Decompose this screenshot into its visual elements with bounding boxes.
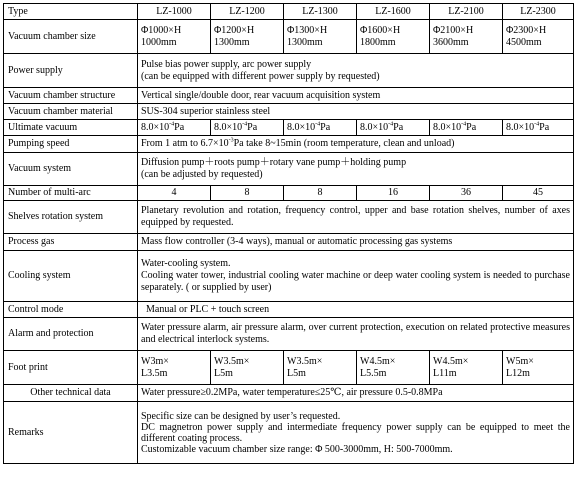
footprint-cell: W4.5m× L11m (430, 351, 503, 385)
row-label-type: Type (4, 4, 138, 20)
multi-arc-cell: 8 (211, 186, 284, 201)
ultimate-vacuum-cell: $8.0\times 10^{-4}Pa$ (357, 120, 430, 136)
footprint-cell: W4.5m× L5.5m (357, 351, 430, 385)
row-label-alarm: Alarm and protection (4, 318, 138, 351)
row-label-cooling: Cooling system (4, 251, 138, 302)
row-label-ultimate-vacuum: Ultimate vacuum (4, 120, 138, 136)
spec-sheet (3, 3, 573, 482)
chamber-structure-value: Vertical single/double door, rear vacuum acquisition system (138, 88, 574, 104)
row-ultimate-vacuum (4, 120, 574, 136)
shelves-rotation-value: Planetary revolution and rotation, frequency control, upper and base rotation shelves, number of axes equipped by requested. (138, 201, 574, 234)
ultimate-vacuum-cell: $8.0\times 10^{-4}Pa$ (284, 120, 357, 136)
row-label-remarks: Remarks (4, 402, 138, 464)
cooling-value: Water-cooling system. Cooling water tower, industrial cooling water machine or deep water cooling system is needed to purchase separately. ( or supplied by user) (138, 251, 574, 302)
vacuum-system-value: Diffusion pump＋roots pump＋rotary vane pump＋holding pump (can be adjusted by requested) (138, 153, 574, 186)
row-process-gas (4, 234, 574, 251)
alarm-value: Water pressure alarm, air pressure alarm, over current protection, execution on related protective measures and electrical interlock systems. (138, 318, 574, 351)
row-power-supply (4, 54, 574, 88)
row-chamber-material (4, 104, 574, 120)
row-label-other-data: Other technical data (4, 385, 138, 402)
model-lz-1600: LZ-1600 (357, 4, 430, 20)
ultimate-vacuum-cell: $8.0\times 10^{-4}Pa$ (211, 120, 284, 136)
footprint-cell: W5m× L12m (503, 351, 574, 385)
row-label-chamber-structure: Vacuum chamber structure (4, 88, 138, 104)
remarks-value: Specific size can be designed by user’s requested. DC magnetron power supply and intermediate frequency power supply can be equipped to meet the different coating process. Customizable vacuum chamber size range: Φ 500-3000mm, H: 500-7000mm. (138, 402, 574, 464)
chamber-material-value: SUS-304 superior stainless steel (138, 104, 574, 120)
other-data-value: Water pressure≥0.2MPa, water temperature≤25℃, air pressure 0.5-0.8MPa (138, 385, 574, 402)
chamber-size-cell: Φ2100×H 3600mm (430, 20, 503, 54)
row-type (4, 4, 574, 20)
row-chamber-size (4, 20, 574, 54)
row-label-pumping-speed: Pumping speed (4, 136, 138, 153)
row-label-chamber-size: Vacuum chamber size (4, 20, 138, 54)
row-label-footprint: Foot print (4, 351, 138, 385)
row-shelves-rotation (4, 201, 574, 234)
row-label-chamber-material: Vacuum chamber material (4, 104, 138, 120)
row-label-shelves-rotation: Shelves rotation system (4, 201, 138, 234)
row-alarm (4, 318, 574, 351)
row-remarks (4, 402, 574, 464)
multi-arc-cell: 36 (430, 186, 503, 201)
row-label-power-supply: Power supply (4, 54, 138, 88)
model-lz-1200: LZ-1200 (211, 4, 284, 20)
row-label-process-gas: Process gas (4, 234, 138, 251)
power-supply-value: Pulse bias power supply, arc power supply (can be equipped with different power supply by requested) (138, 54, 574, 88)
row-label-multi-arc: Number of multi-arc (4, 186, 138, 201)
row-multi-arc (4, 186, 574, 201)
multi-arc-cell: 8 (284, 186, 357, 201)
row-label-vacuum-system: Vacuum system (4, 153, 138, 186)
pumping-speed-value: From 1 atm to $6.7\times 10^{-3}Pa$ take 8~15min (room temperature, clean and unload) (138, 136, 574, 153)
row-control-mode (4, 302, 574, 318)
chamber-size-cell: Φ1200×H 1300mm (211, 20, 284, 54)
multi-arc-cell: 16 (357, 186, 430, 201)
row-vacuum-system (4, 153, 574, 186)
row-footprint (4, 351, 574, 385)
spec-table (3, 3, 574, 464)
chamber-size-cell: Φ1600×H 1800mm (357, 20, 430, 54)
ultimate-vacuum-cell: $8.0\times 10^{-4}Pa$ (430, 120, 503, 136)
chamber-size-cell: Φ1300×H 1300mm (284, 20, 357, 54)
ultimate-vacuum-cell: $8.0\times 10^{-4}Pa$ (503, 120, 574, 136)
model-lz-1300: LZ-1300 (284, 4, 357, 20)
row-chamber-structure (4, 88, 574, 104)
footprint-cell: W3m× L3.5m (138, 351, 211, 385)
chamber-size-cell: Φ2300×H 4500mm (503, 20, 574, 54)
model-lz-2100: LZ-2100 (430, 4, 503, 20)
row-cooling (4, 251, 574, 302)
control-mode-value: Manual or PLC + touch screen (138, 302, 574, 318)
model-lz-2300: LZ-2300 (503, 4, 574, 20)
footprint-cell: W3.5m× L5m (211, 351, 284, 385)
chamber-size-cell: Φ1000×H 1000mm (138, 20, 211, 54)
row-label-control-mode: Control mode (4, 302, 138, 318)
row-pumping-speed (4, 136, 574, 153)
model-lz-1000: LZ-1000 (138, 4, 211, 20)
multi-arc-cell: 45 (503, 186, 574, 201)
row-other-data (4, 385, 574, 402)
multi-arc-cell: 4 (138, 186, 211, 201)
footprint-cell: W3.5m× L5m (284, 351, 357, 385)
ultimate-vacuum-cell: $8.0\times 10^{-4}Pa$ (138, 120, 211, 136)
process-gas-value: Mass flow controller (3-4 ways), manual or automatic processing gas systems (138, 234, 574, 251)
